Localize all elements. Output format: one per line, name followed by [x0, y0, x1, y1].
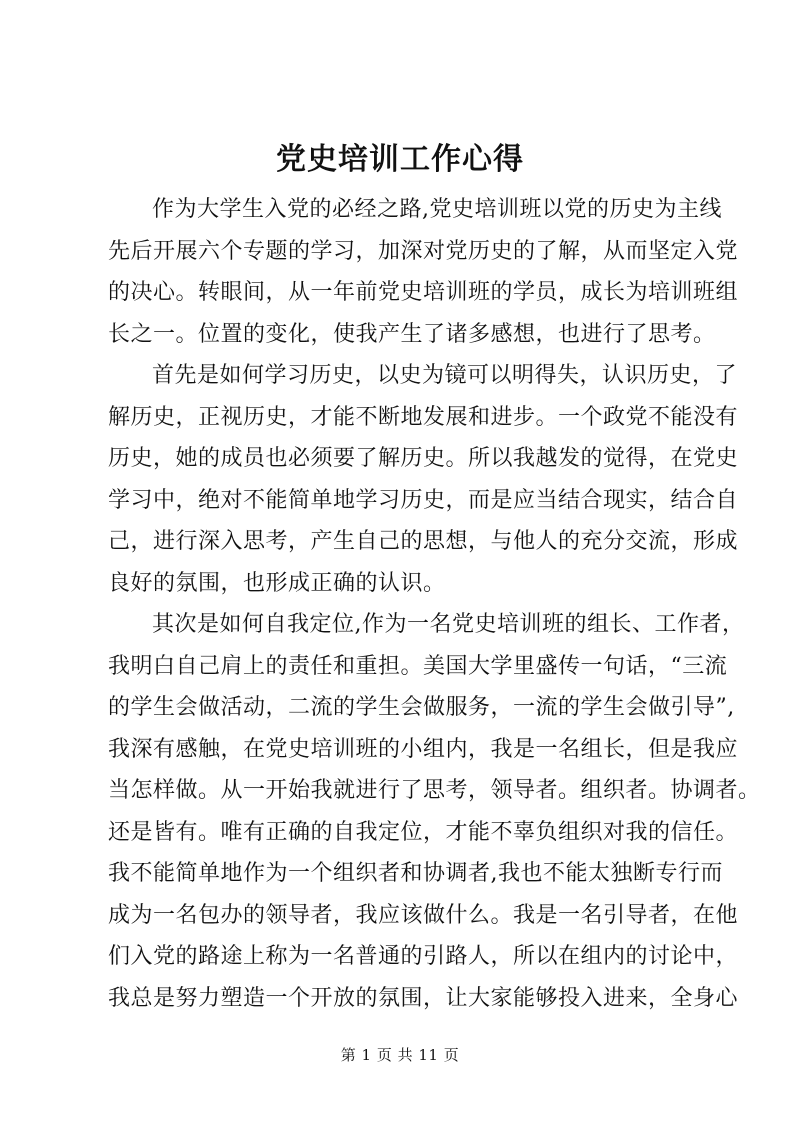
- paragraph-3-line: 其次是如何自我定位,作为一名党史培训班的组长、工作者，: [152, 612, 745, 637]
- document-body: [108, 189, 761, 1019]
- paragraph-1-line: 先后开展六个专题的学习，加深对党历史的了解，从而坚定入党: [108, 238, 739, 264]
- paragraph-1-line: 长之一。位置的变化，使我产生了诸多感想，也进行了思考。: [108, 321, 716, 347]
- paragraph-1-line: 作为大学生入党的必经之路,党史培训班以党的历史为主线: [152, 197, 722, 222]
- paragraph-3-line: 当怎样做。从一开始我就进行了思考，领导者。组织者。协调者。: [108, 778, 761, 803]
- paragraph-3-line: 们入党的路途上称为一名普通的引路人，所以在组内的讨论中，: [108, 944, 739, 969]
- paragraph-2-line: 学习中，绝对不能简单地学习历史，而是应当结合现实，结合自: [108, 487, 739, 513]
- paragraph-3-line: 还是皆有。唯有正确的自我定位，才能不辜负组织对我的信任。: [108, 819, 739, 845]
- paragraph-2-line: 首先是如何学习历史，以史为镜可以明得失，认识历史，了: [152, 363, 738, 388]
- page-number-footer: 第 1 页 共 11 页: [340, 1046, 460, 1064]
- paragraph-3-line: 我不能简单地作为一个组织者和协调者,我也不能太独断专行而: [108, 861, 723, 886]
- paragraph-3-line: 我深有感触，在党史培训班的小组内，我是一名组长，但是我应: [108, 736, 739, 762]
- paragraph-3-line: 我总是努力塑造一个开放的氛围，让大家能够投入进来，全身心: [108, 985, 739, 1011]
- paragraph-2-line: 己，进行深入思考，产生自己的思想，与他人的充分交流，形成: [108, 529, 739, 554]
- paragraph-2-line: 历史，她的成员也必须要了解历史。所以我越发的觉得，在党史: [108, 446, 739, 471]
- paragraph-3-line: 我明白自己肩上的责任和重担。美国大学里盛传一句话，“三流: [108, 653, 728, 679]
- paragraph-3-line: 成为一名包办的领导者，我应该做什么。我是一名引导者，在他: [108, 902, 739, 928]
- document-title: 党史培训工作心得: [276, 142, 524, 177]
- paragraph-2-line: 解历史，正视历史，才能不断地发展和进步。一个政党不能没有: [108, 404, 739, 430]
- paragraph-3-line: 的学生会做活动，二流的学生会做服务，一流的学生会做引导”,: [108, 695, 735, 720]
- paragraph-2-line: 良好的氛围，也形成正确的认识。: [108, 570, 446, 596]
- paragraph-1-line: 的决心。转眼间，从一年前党史培训班的学员，成长为培训班组: [108, 280, 739, 305]
